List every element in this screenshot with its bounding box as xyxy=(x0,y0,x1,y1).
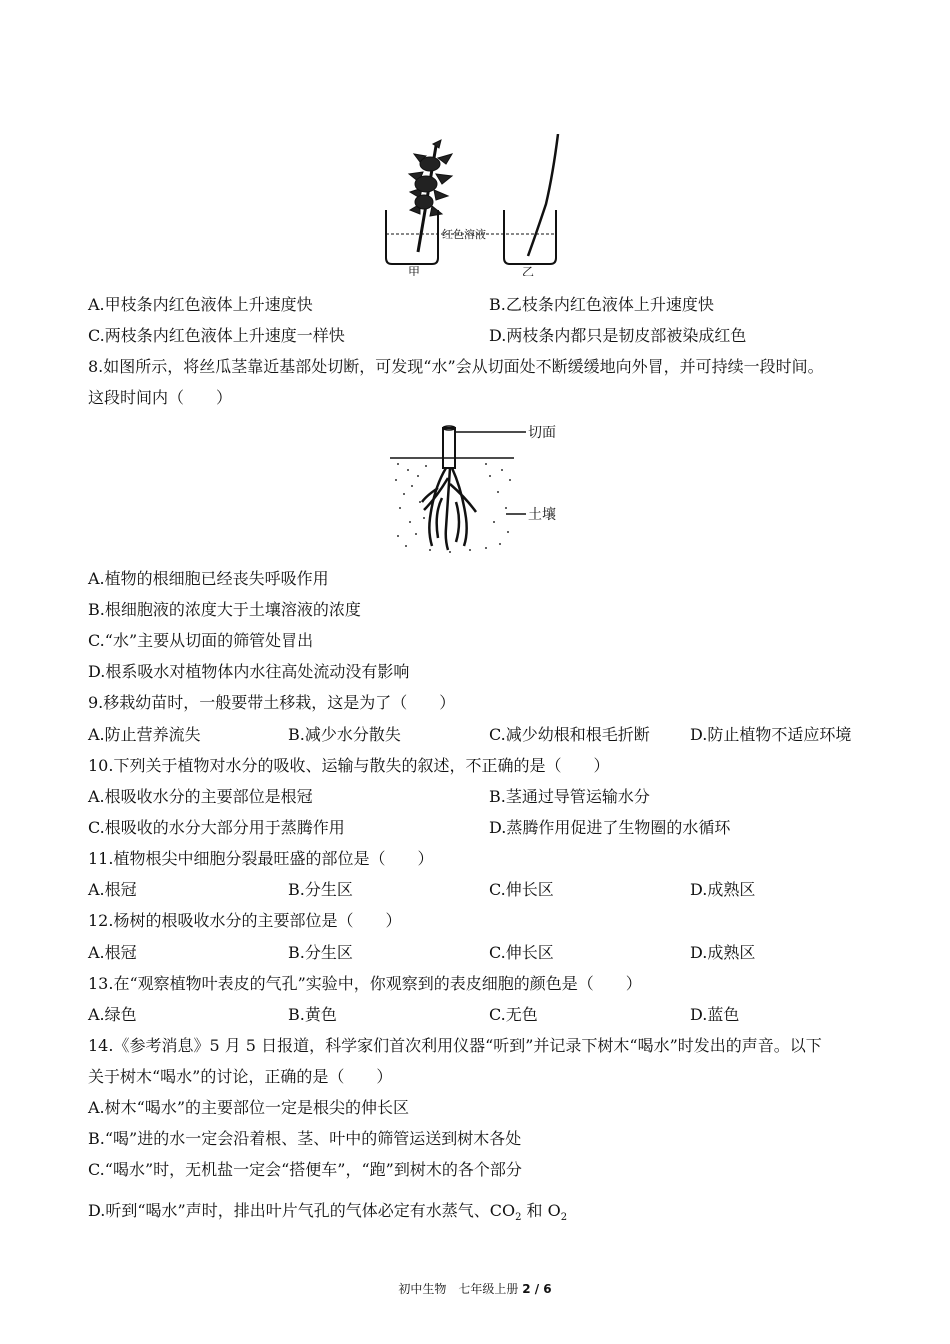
roots xyxy=(422,468,476,550)
q12-option-b: B.分生区 xyxy=(288,943,353,962)
footer-text: 初中生物 七年级上册 xyxy=(398,1282,523,1296)
beaker-label-b: 乙 xyxy=(522,265,535,276)
q14-option-d-prefix: D.听到“喝水”声时，排出叶片气孔的气体必定有水蒸气、CO xyxy=(88,1201,516,1220)
co2-subscript: 2 xyxy=(515,1212,522,1224)
q8-option-a: A.植物的根细胞已经丧失呼吸作用 xyxy=(88,569,329,588)
o2-subscript: 2 xyxy=(560,1212,568,1224)
q9-stem: 9.移栽幼苗时，一般要带土移栽，这是为了（ ） xyxy=(88,693,456,712)
beaker-right xyxy=(504,210,556,264)
q13-option-a: A.绿色 xyxy=(88,1005,137,1024)
figure-root-soil xyxy=(390,418,568,558)
q14-option-b: B.“喝”进的水一定会沿着根、茎、叶中的筛管运送到树木各处 xyxy=(88,1129,522,1148)
q7-option-b: B.乙枝条内红色液体上升速度快 xyxy=(489,295,714,314)
q12-option-a: A.根冠 xyxy=(88,943,137,962)
q10-stem: 10.下列关于植物对水分的吸收、运输与散失的叙述，不正确的是（ ） xyxy=(88,756,610,775)
q8-option-b: B.根细胞液的浓度大于土壤溶液的浓度 xyxy=(88,600,361,619)
q9-option-d: D.防止植物不适应环境 xyxy=(690,725,852,744)
q7-option-a: A.甲枝条内红色液体上升速度快 xyxy=(88,295,313,314)
q14-option-a: A.树木“喝水”的主要部位一定是根尖的伸长区 xyxy=(88,1098,410,1117)
q9-option-c: C.减少幼根和根毛折断 xyxy=(489,725,650,744)
q13-option-d: D.蓝色 xyxy=(690,1005,740,1024)
q10-option-a: A.根吸收水分的主要部位是根冠 xyxy=(88,787,313,806)
q13-option-b: B.黄色 xyxy=(288,1005,337,1024)
q9-option-b: B.减少水分散失 xyxy=(288,725,401,744)
page-footer xyxy=(0,1280,950,1297)
bare-branch xyxy=(528,134,558,256)
q11-option-d: D.成熟区 xyxy=(690,880,756,899)
q8-option-c: C.“水”主要从切面的筛管处冒出 xyxy=(88,631,314,650)
q11-option-b: B.分生区 xyxy=(288,880,353,899)
q8-stem-line1: 8.如图所示，将丝瓜茎靠近基部处切断，可发现“水”会从切面处不断缓缓地向外冒，并可持续一段时间。 xyxy=(88,357,824,376)
q8-option-d: D.根系吸水对植物体内水往高处流动没有影响 xyxy=(88,662,410,681)
figure-beakers xyxy=(378,134,578,276)
q14-option-c: C.“喝水”时，无机盐一定会“搭便车”，“跑”到树木的各个部分 xyxy=(88,1160,522,1179)
beaker-label-a: 甲 xyxy=(408,265,421,276)
q14-option-d xyxy=(88,1201,567,1228)
beaker-left xyxy=(386,210,438,264)
q7-option-c: C.两枝条内红色液体上升速度一样快 xyxy=(88,326,345,345)
q12-stem: 12.杨树的根吸收水分的主要部位是（ ） xyxy=(88,911,402,930)
q14-option-d-mid: 和 O xyxy=(521,1201,561,1220)
q12-option-c: C.伸长区 xyxy=(489,943,554,962)
label-cut-surface: 切面 xyxy=(528,425,556,441)
q11-stem: 11.植物根尖中细胞分裂最旺盛的部位是（ ） xyxy=(88,849,434,868)
soil-dots xyxy=(395,463,511,553)
q11-option-c: C.伸长区 xyxy=(489,880,554,899)
q10-option-d: D.蒸腾作用促进了生物圈的水循环 xyxy=(489,818,731,837)
page-number: 2 / 6 xyxy=(522,1282,552,1296)
q14-stem-line2: 关于树木“喝水”的讨论，正确的是（ ） xyxy=(88,1067,393,1086)
q10-option-c: C.根吸收的水分大部分用于蒸腾作用 xyxy=(88,818,345,837)
q14-stem-line1: 14.《参考消息》5 月 5 日报道，科学家们首次利用仪器“听到”并记录下树木“喝水”时发出的声音。以下 xyxy=(88,1036,822,1055)
q12-option-d: D.成熟区 xyxy=(690,943,756,962)
q7-option-d: D.两枝条内都只是韧皮部被染成红色 xyxy=(489,326,747,345)
q11-option-a: A.根冠 xyxy=(88,880,137,899)
q10-option-b: B.茎通过导管运输水分 xyxy=(489,787,650,806)
q13-option-c: C.无色 xyxy=(489,1005,538,1024)
label-soil: 土壤 xyxy=(528,507,556,523)
solution-label: 红色溶液 xyxy=(442,228,486,241)
q9-option-a: A.防止营养流失 xyxy=(88,725,201,744)
q13-stem: 13.在“观察植物叶表皮的气孔”实验中，你观察到的表皮细胞的颜色是（ ） xyxy=(88,974,642,993)
q8-stem-line2: 这段时间内（ ） xyxy=(88,388,233,407)
